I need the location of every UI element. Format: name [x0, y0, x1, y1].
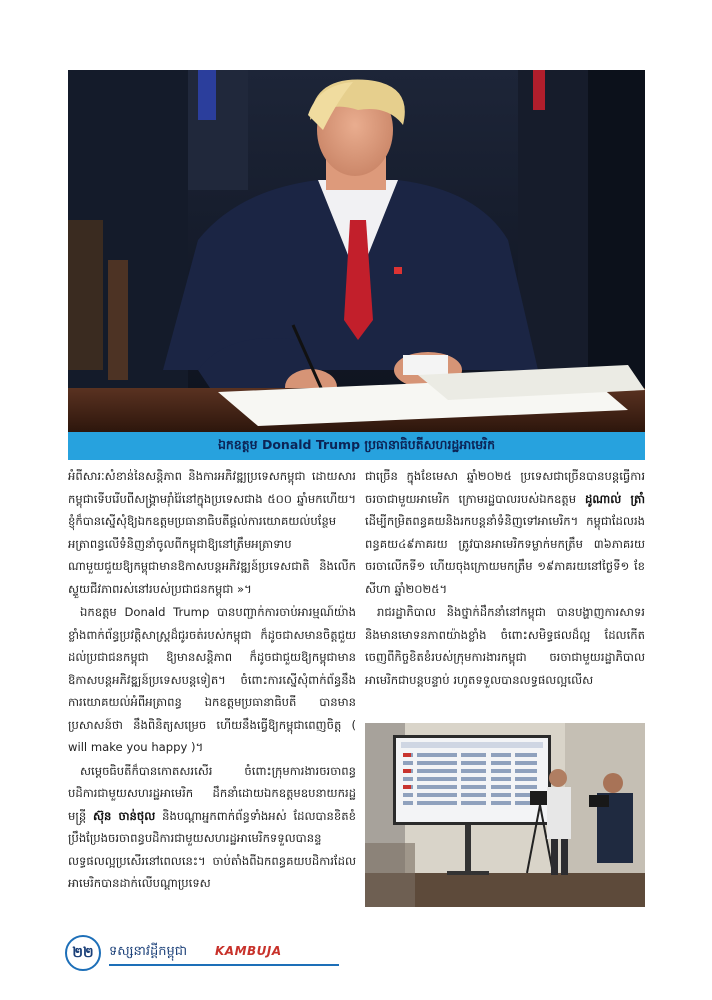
paragraph: អំពីសារៈសំខាន់នៃសន្តិភាព និងការអភិវឌ្ឍប្រទេសកម្ពុជា ដោយសារកម្ពុជាទើបរើបពីសង្គ្រាមរ៉ាំរ៉ៃនៅក្នុងប្រទេសជាង ៥០០ ឆ្នាំមកហើយ។ ខ្ញុំក៏បានស្នើសុំឱ្យឯកឧត្តមប្រធានាធិបតីផ្តល់ការយោគយល់បន្ថែមអត្រាពន្ធលើទំនិញនាំចូលពីកម្ពុជាឱ្យនៅត្រឹមអត្រាទាបណាមួយជួយឱ្យកម្ពុជាមានឱកាសបន្តអភិវឌ្ឍន៍ប្រទេសជាតិ និងលើកស្ទួយជីវភាពរស់នៅរបស់ប្រជាជនកម្ពុជា »។ [68, 469, 356, 596]
article-column-left [68, 465, 356, 935]
article-column-right [365, 465, 645, 725]
person-name: ស៊ុន ចាន់ថុល [92, 808, 156, 823]
brand-name: KAMBUJA [215, 944, 282, 958]
paragraph: សម្តេចធិបតីក៏បានកោតសរសើរ ចំពោះក្រុមការងារចរចាពន្ធបដិការជាមួយសហរដ្ឋអាមេរិក ដឹកនាំដោយឯកឧត្តមឧបនាយករដ្ឋមន្ត្រី ស៊ុន ចាន់ថុល និងបណ្តាអ្នកពាក់ព័ន្ធទាំងអស់ ដែលបានខិតខំប្រឹងប្រែងចរចាពន្ធបដិការជាមួយសហរដ្ឋអាមេរិកទទួលបានន្ទលទ្ធផលល្អប្រសើរនៅពេលនេះ។ ចាប់តាំងពីឯកពន្ធគយបដិការដែលអាមេរិកបានដាក់លើបណ្តាប្រទេស [68, 763, 356, 890]
paragraph: ឯកឧត្តម Donald Trump បានបញ្ជាក់ការចាប់អារម្មណ៍យ៉ាងខ្លាំងពាក់ព័ន្ធប្រវត្តិសាស្ត្រដ៏ជូរចត់របស់កម្ពុជា ក៏ដូចជាសមានចិត្តជួយដល់ប្រជាជនកម្ពុជា ឱ្យមានសន្តិភាព ក៏ដូចជាជួយឱ្យកម្ពុជាមានឱកាសបន្តអភិវឌ្ឍន៍ប្រទេសបន្តទៀត។ ចំពោះការស្នើសុំពាក់ព័ន្ធនឹងការយោគយល់អំពីអត្រាពន្ធ ឯកឧត្តមប្រធានាធិបតី បានមានប្រសាសន៍ថា នឹងពិនិត្យសម្រេច ហើយនឹងធ្វើឱ្យកម្ពុជាពេញចិត្ត ( will make you happy )។ [68, 605, 356, 754]
paragraph: រាជរដ្ឋាភិបាល និងថ្នាក់ដឹកនាំនៅកម្ពុជា បានបង្ហាញការសាទរ និងមានមោទនភាពយ៉ាងខ្លាំង ចំពោះសមិទ្ធផលដ៏ល្អ ដែលកើតចេញពីកិច្ចខិតខំរបស់ក្រុមការងារកម្ពុជា ចរចាជាមួយរដ្ឋាភិបាលអាមេរិកជាបន្តបន្ទាប់ រហូតទទួលបានលទ្ធផលល្អលើស [365, 605, 645, 687]
press-conference-photo [365, 723, 645, 907]
page-number: ២២ [65, 935, 101, 971]
page-footer [65, 935, 305, 971]
paragraph: ជាច្រើន ក្នុងខែមេសា ឆ្នាំ២០២៥ ប្រទេសជាច្រើនបានបន្តធ្វើការចរចាជាមួយអាមេរិក ក្រោមរដ្ឋបាលរបស់ឯកឧត្តម ដូណាល់ ត្រាំ ដើម្បីកម្រិតពន្ធគយនិងរកបន្តនាំទំនិញទៅអាមេរិក។ កម្ពុជាដែលរងពន្ធគយ៤៩ភាគរយ ត្រូវបានអាមេរិកទម្លាក់មកត្រឹម ៣៦ភាគរយ ចរចាលើកទី១ ហើយចុងក្រោយមកត្រឹម ១៩ភាគរយនៅថ្ងៃទី១ ខែសីហា ឆ្នាំ២០២៥។ [365, 469, 645, 596]
trump-signing-photo [68, 70, 645, 432]
person-name: ដូណាល់ ត្រាំ [585, 491, 645, 506]
photo-caption: ឯកឧត្តម Donald Trump ប្រធានាធិបតីសហរដ្ឋអាមេរិក [217, 436, 496, 452]
footer-divider [109, 964, 339, 966]
hero-photo [68, 70, 645, 432]
photo-caption-bar [68, 432, 645, 460]
magazine-title: ទស្សនាវដ្តីកម្ពុជា [109, 944, 188, 959]
presentation-scene-photo [365, 723, 645, 907]
